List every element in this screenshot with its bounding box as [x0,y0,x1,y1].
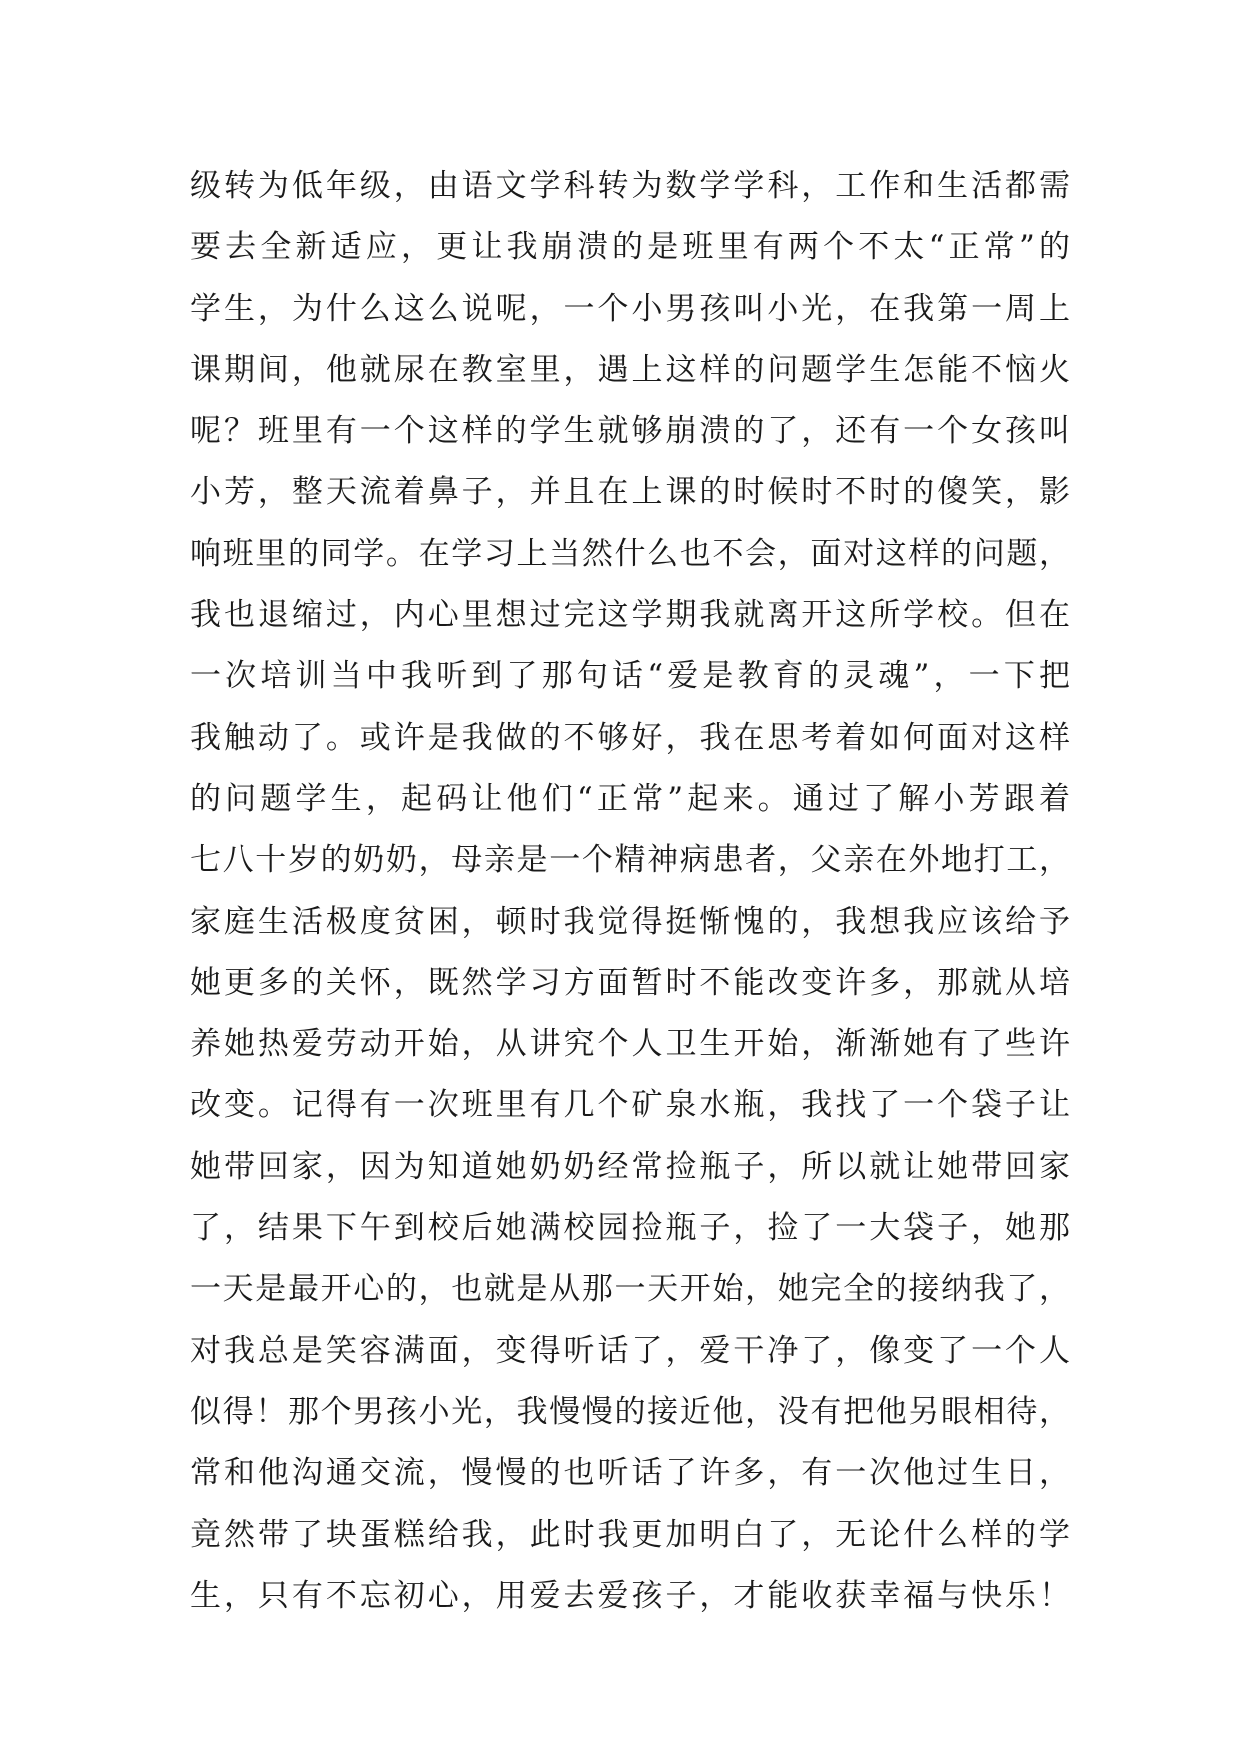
text-line: 养她热爱劳动开始，从讲究个人卫生开始，渐渐她有了些许 [190,1026,1070,1063]
text-line: 七八十岁的奶奶，母亲是一个精神病患者，父亲在外地打工， [190,842,1070,879]
text-line: 一天是最开心的，也就是从那一天开始，她完全的接纳我了， [190,1271,1070,1308]
text-line: 家庭生活极度贫困，顿时我觉得挺惭愧的，我想我应该给予 [190,903,1070,940]
text-line: 似得！那个男孩小光，我慢慢的接近他，没有把他另眼相待， [190,1393,1070,1430]
text-line: 课期间，他就尿在教室里，遇上这样的问题学生怎能不恼火 [190,351,1070,388]
text-line: 她带回家，因为知道她奶奶经常捡瓶子，所以就让她带回家 [190,1148,1070,1185]
text-line: 的问题学生，起码让他们“正常”起来。通过了解小芳跟着 [190,780,1070,817]
body-text [190,156,1070,1627]
text-line: 学生，为什么这么说呢，一个小男孩叫小光，在我第一周上 [190,290,1070,327]
text-line: 竟然带了块蛋糕给我，此时我更加明白了，无论什么样的学 [190,1516,1070,1553]
text-line: 我也退缩过，内心里想过完这学期我就离开这所学校。但在 [190,597,1070,634]
text-line: 对我总是笑容满面，变得听话了，爱干净了，像变了一个人 [190,1332,1070,1369]
text-line: 小芳，整天流着鼻子，并且在上课的时候时不时的傻笑，影 [190,474,1070,511]
text-line: 常和他沟通交流，慢慢的也听话了许多，有一次他过生日， [190,1455,1070,1492]
text-line: 响班里的同学。在学习上当然什么也不会，面对这样的问题， [190,535,1070,572]
text-line: 了，结果下午到校后她满校园捡瓶子，捡了一大袋子，她那 [190,1210,1070,1247]
text-line: 要去全新适应，更让我崩溃的是班里有两个不太“正常”的 [190,229,1070,266]
text-line: 一次培训当中我听到了那句话“爱是教育的灵魂”，一下把 [190,658,1070,695]
text-line: 呢？班里有一个这样的学生就够崩溃的了，还有一个女孩叫 [190,413,1070,450]
text-line: 我触动了。或许是我做的不够好，我在思考着如何面对这样 [190,719,1070,756]
text-line: 生，只有不忘初心，用爱去爱孩子，才能收获幸福与快乐！ [190,1577,1070,1614]
text-line: 她更多的关怀，既然学习方面暂时不能改变许多，那就从培 [190,964,1070,1001]
text-line: 改变。记得有一次班里有几个矿泉水瓶，我找了一个袋子让 [190,1087,1070,1124]
text-line: 级转为低年级，由语文学科转为数学学科，工作和生活都需 [190,168,1070,204]
